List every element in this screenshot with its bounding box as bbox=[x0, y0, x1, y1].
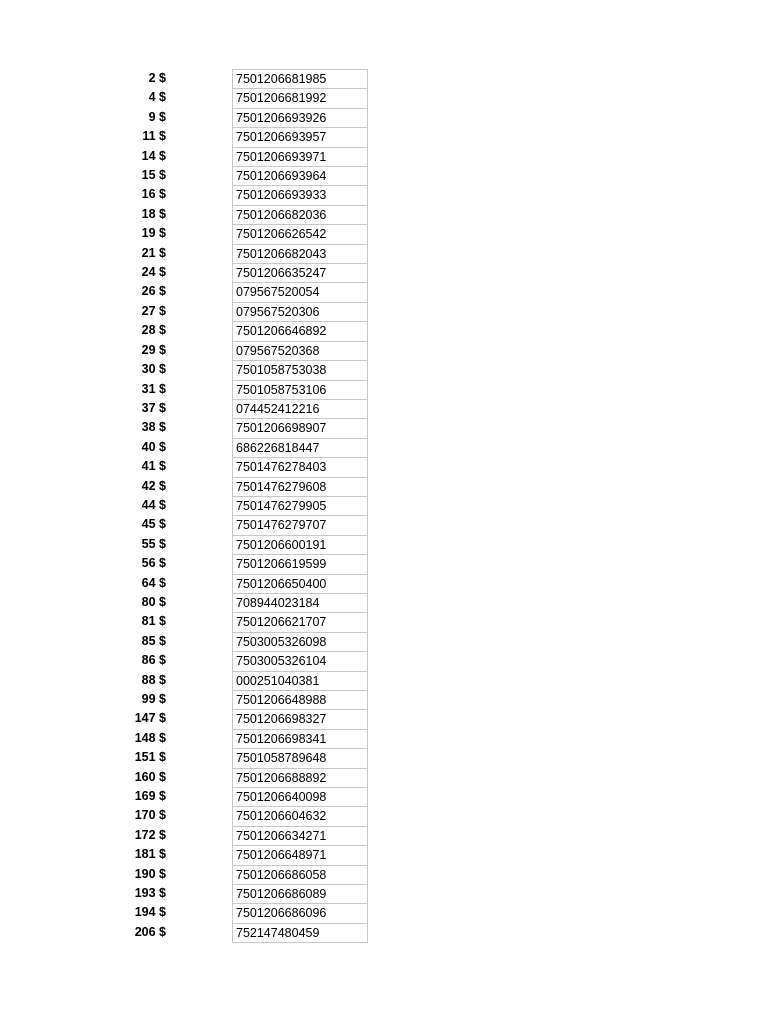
table-row bbox=[0, 88, 768, 107]
table-row bbox=[0, 263, 768, 282]
item-code-cell[interactable]: 4 $ bbox=[148, 90, 166, 105]
item-code-cell[interactable]: 15 $ bbox=[141, 168, 166, 183]
item-code-cell[interactable]: 44 $ bbox=[141, 497, 166, 512]
table-row bbox=[0, 709, 768, 728]
item-code-cell[interactable]: 80 $ bbox=[141, 594, 166, 609]
barcode-cell[interactable]: 752147480459 bbox=[232, 923, 368, 943]
item-code-cell[interactable]: 11 $ bbox=[142, 129, 166, 144]
barcode-cell[interactable]: 7501058753038 bbox=[232, 360, 368, 379]
barcode-cell[interactable]: 7501206698327 bbox=[232, 709, 368, 728]
barcode-cell[interactable]: 7501206686089 bbox=[232, 884, 368, 903]
barcode-cell[interactable]: 7501206688892 bbox=[232, 768, 368, 787]
barcode-cell[interactable]: 7501206626542 bbox=[232, 224, 368, 243]
barcode-cell[interactable]: 7501206682036 bbox=[232, 205, 368, 224]
item-code-cell[interactable]: 42 $ bbox=[141, 478, 166, 493]
table-row bbox=[0, 515, 768, 534]
item-code-cell[interactable]: 151 $ bbox=[134, 750, 166, 765]
barcode-cell[interactable]: 708944023184 bbox=[232, 593, 368, 612]
table-row bbox=[0, 535, 768, 554]
table-row bbox=[0, 729, 768, 748]
barcode-cell[interactable]: 7501058753106 bbox=[232, 380, 368, 399]
barcode-cell[interactable]: 074452412216 bbox=[232, 399, 368, 418]
barcode-cell[interactable]: 7501206681985 bbox=[232, 69, 368, 88]
item-code-cell[interactable]: 172 $ bbox=[134, 827, 166, 842]
table-row bbox=[0, 768, 768, 787]
item-code-cell[interactable]: 26 $ bbox=[141, 284, 166, 299]
table-row bbox=[0, 399, 768, 418]
barcode-cell[interactable]: 079567520368 bbox=[232, 341, 368, 360]
table-row bbox=[0, 612, 768, 631]
item-code-cell[interactable]: 29 $ bbox=[141, 342, 166, 357]
item-code-cell[interactable]: 30 $ bbox=[141, 362, 166, 377]
item-code-cell[interactable]: 55 $ bbox=[141, 536, 166, 551]
barcode-cell[interactable]: 7501206693971 bbox=[232, 147, 368, 166]
table-row bbox=[0, 302, 768, 321]
barcode-cell[interactable]: 686226818447 bbox=[232, 438, 368, 457]
item-code-cell[interactable]: 64 $ bbox=[141, 575, 166, 590]
item-code-cell[interactable]: 86 $ bbox=[141, 653, 166, 668]
item-code-cell[interactable]: 148 $ bbox=[134, 730, 166, 745]
item-code-cell[interactable]: 16 $ bbox=[141, 187, 166, 202]
barcode-cell[interactable]: 7501206650400 bbox=[232, 574, 368, 593]
item-code-cell[interactable]: 147 $ bbox=[134, 711, 166, 726]
table-row bbox=[0, 845, 768, 864]
table-row bbox=[0, 632, 768, 651]
item-code-cell[interactable]: 31 $ bbox=[141, 381, 166, 396]
item-code-cell[interactable]: 28 $ bbox=[141, 323, 166, 338]
item-code-cell[interactable]: 206 $ bbox=[134, 924, 166, 939]
item-code-cell[interactable]: 56 $ bbox=[141, 556, 166, 571]
barcode-cell[interactable]: 7501206635247 bbox=[232, 263, 368, 282]
table-row bbox=[0, 282, 768, 301]
table-row bbox=[0, 380, 768, 399]
item-code-cell[interactable]: 181 $ bbox=[134, 847, 166, 862]
barcode-cell[interactable]: 7501206634271 bbox=[232, 826, 368, 845]
barcode-cell[interactable]: 7501206600191 bbox=[232, 535, 368, 554]
table-row bbox=[0, 690, 768, 709]
table-row bbox=[0, 224, 768, 243]
table-row bbox=[0, 147, 768, 166]
item-code-cell[interactable]: 37 $ bbox=[141, 400, 166, 415]
item-code-cell[interactable]: 2 $ bbox=[148, 71, 166, 85]
barcode-cell[interactable]: 7501206693964 bbox=[232, 166, 368, 185]
table-row bbox=[0, 787, 768, 806]
barcode-cell[interactable]: 7501206648971 bbox=[232, 845, 368, 864]
barcode-cell[interactable]: 7501058789648 bbox=[232, 748, 368, 767]
barcode-cell[interactable]: 7501476279608 bbox=[232, 477, 368, 496]
barcode-cell[interactable]: 7501476279707 bbox=[232, 515, 368, 534]
barcode-cell[interactable]: 7501206693926 bbox=[232, 108, 368, 127]
table-row bbox=[0, 903, 768, 922]
table-row bbox=[0, 496, 768, 515]
barcode-cell[interactable]: 7501476279905 bbox=[232, 496, 368, 515]
barcode-cell[interactable]: 7501206698907 bbox=[232, 418, 368, 437]
barcode-cell[interactable]: 7501206681992 bbox=[232, 88, 368, 107]
barcode-cell[interactable]: 7503005326098 bbox=[232, 632, 368, 651]
table-row bbox=[0, 418, 768, 437]
item-code-cell[interactable]: 27 $ bbox=[141, 303, 166, 318]
table-row bbox=[0, 127, 768, 146]
table-row bbox=[0, 748, 768, 767]
item-code-cell[interactable]: 18 $ bbox=[141, 206, 166, 221]
table-row bbox=[0, 884, 768, 903]
item-code-cell[interactable]: 160 $ bbox=[134, 769, 166, 784]
item-code-cell[interactable]: 169 $ bbox=[134, 789, 166, 804]
item-code-cell[interactable]: 88 $ bbox=[141, 672, 166, 687]
table-row bbox=[0, 457, 768, 476]
barcode-cell[interactable]: 7501476278403 bbox=[232, 457, 368, 476]
barcode-cell[interactable]: 7501206648988 bbox=[232, 690, 368, 709]
barcode-cell[interactable]: 7501206686096 bbox=[232, 903, 368, 922]
table-row bbox=[0, 205, 768, 224]
barcode-cell[interactable]: 7501206682043 bbox=[232, 244, 368, 263]
item-code-cell[interactable]: 41 $ bbox=[141, 459, 166, 474]
table-row bbox=[0, 477, 768, 496]
table-row bbox=[0, 574, 768, 593]
barcode-cell[interactable]: 7501206621707 bbox=[232, 612, 368, 631]
barcode-cell[interactable]: 7501206698341 bbox=[232, 729, 368, 748]
item-code-cell[interactable]: 40 $ bbox=[141, 439, 166, 454]
table-row bbox=[0, 185, 768, 204]
barcode-cell[interactable]: 7501206693957 bbox=[232, 127, 368, 146]
table-row bbox=[0, 554, 768, 573]
table-row bbox=[0, 923, 768, 942]
barcode-cell[interactable]: 7501206693933 bbox=[232, 185, 368, 204]
item-code-cell[interactable]: 14 $ bbox=[141, 148, 166, 163]
barcode-cell[interactable]: 7503005326104 bbox=[232, 651, 368, 670]
item-code-cell[interactable]: 38 $ bbox=[141, 420, 166, 435]
barcode-cell[interactable]: 7501206646892 bbox=[232, 321, 368, 340]
item-code-cell[interactable]: 190 $ bbox=[134, 866, 166, 881]
item-code-cell[interactable]: 24 $ bbox=[141, 265, 166, 280]
item-code-cell[interactable]: 99 $ bbox=[141, 692, 166, 706]
table-row bbox=[0, 806, 768, 825]
table-row bbox=[0, 826, 768, 845]
table-row bbox=[0, 321, 768, 340]
spreadsheet-table bbox=[0, 69, 768, 942]
item-code-cell[interactable]: 170 $ bbox=[134, 808, 166, 823]
table-row bbox=[0, 651, 768, 670]
item-code-cell[interactable]: 193 $ bbox=[134, 886, 166, 901]
table-row bbox=[0, 593, 768, 612]
barcode-cell[interactable]: 7501206619599 bbox=[232, 554, 368, 573]
barcode-cell[interactable]: 7501206686058 bbox=[232, 865, 368, 884]
table-row bbox=[0, 69, 768, 88]
table-row bbox=[0, 438, 768, 457]
barcode-cell[interactable]: 079567520306 bbox=[232, 302, 368, 321]
table-row bbox=[0, 360, 768, 379]
item-code-cell[interactable]: 21 $ bbox=[141, 245, 166, 260]
item-code-cell[interactable]: 81 $ bbox=[141, 614, 166, 629]
table-row bbox=[0, 341, 768, 360]
item-code-cell[interactable]: 85 $ bbox=[141, 633, 166, 648]
item-code-cell[interactable]: 19 $ bbox=[141, 226, 166, 241]
item-code-cell[interactable]: 45 $ bbox=[141, 517, 166, 532]
table-row bbox=[0, 108, 768, 127]
table-row bbox=[0, 671, 768, 690]
barcode-cell[interactable]: 079567520054 bbox=[232, 282, 368, 301]
barcode-cell[interactable]: 7501206640098 bbox=[232, 787, 368, 806]
barcode-cell[interactable]: 000251040381 bbox=[232, 671, 368, 690]
item-code-cell[interactable]: 194 $ bbox=[134, 905, 166, 920]
table-row bbox=[0, 244, 768, 263]
barcode-cell[interactable]: 7501206604632 bbox=[232, 806, 368, 825]
table-row bbox=[0, 166, 768, 185]
item-code-cell[interactable]: 9 $ bbox=[148, 109, 166, 124]
table-row bbox=[0, 865, 768, 884]
